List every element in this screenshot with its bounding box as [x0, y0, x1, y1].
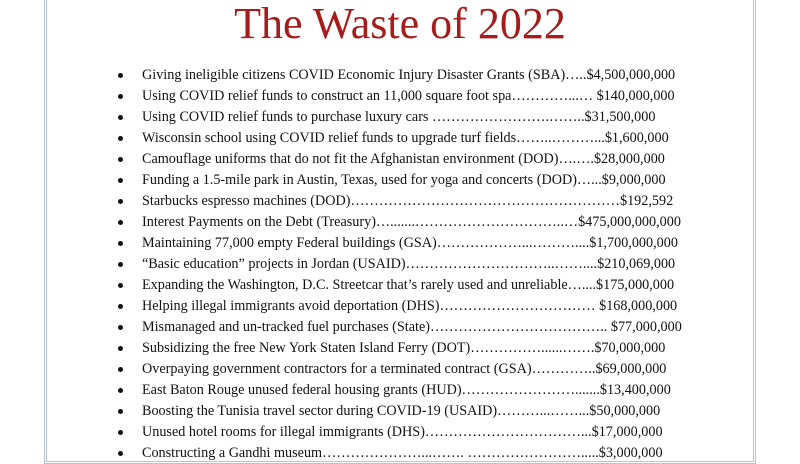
list-item	[118, 107, 718, 128]
bullet-icon	[118, 262, 123, 267]
bullet-icon	[118, 157, 123, 162]
list-item	[118, 422, 718, 443]
bullet-icon	[118, 136, 123, 141]
bullet-icon	[118, 199, 123, 204]
list-item	[118, 212, 718, 233]
list-item-text: Helping illegal immigrants avoid deportation (DHS)…………………………… $168,000,000	[142, 298, 678, 314]
list-item-text: Expanding the Washington, D.C. Streetcar that’s rarely used and unreliable…....$175,000,000	[142, 277, 675, 293]
list-item-text: “Basic education” projects in Jordan (USAID)…………………………..……....$210,069,000	[142, 256, 676, 272]
list-item	[118, 65, 718, 86]
list-item-text: Mismanaged and un-tracked fuel purchases (State)……………………………….. $77,000,000	[142, 319, 682, 335]
list-item	[118, 401, 718, 422]
bullet-icon	[118, 115, 123, 120]
list-item-text: Overpaying government contractors for a terminated contract (GSA)…………..$69,000,000	[142, 361, 667, 377]
bullet-icon	[118, 346, 123, 351]
list-item-text: Maintaining 77,000 empty Federal buildings (GSA)………………...………....$1,700,000,000	[142, 235, 678, 251]
bullet-icon	[118, 451, 123, 456]
list-item-text: Starbucks espresso machines (DOD)…………………………………………………$192,592	[142, 193, 674, 209]
list-item	[118, 86, 718, 107]
list-item	[118, 317, 718, 338]
list-item-text: East Baton Rouge unused federal housing grants (HUD)…………………….......$13,400,000	[142, 382, 671, 398]
list-item	[118, 149, 718, 170]
list-item	[118, 443, 718, 464]
list-item	[118, 128, 718, 149]
list-item-text: Constructing a Gandhi museum…………………...……. …………………….....$3,000,000	[142, 445, 663, 461]
list-item	[118, 170, 718, 191]
list-item	[118, 191, 718, 212]
bullet-icon	[118, 409, 123, 414]
bullet-icon	[118, 241, 123, 246]
bullet-icon	[118, 325, 123, 330]
bullet-icon	[118, 388, 123, 393]
list-item-text: Using COVID relief funds to construct an 11,000 square foot spa…………...… $140,000,000	[142, 88, 675, 104]
bullet-icon	[118, 178, 123, 183]
list-item	[118, 359, 718, 380]
list-item	[118, 296, 718, 317]
list-item-text: Boosting the Tunisia travel sector during COVID-19 (USAID)………...……...$50,000,000	[142, 403, 661, 419]
list-item-text: Using COVID relief funds to purchase luxury cars …………………….……..$31,500,000	[142, 109, 656, 125]
bullet-icon	[118, 283, 123, 288]
list-item-text: Unused hotel rooms for illegal immigrants (DHS)……………………………...$17,000,000	[142, 424, 663, 440]
list-item-text: Interest Payments on the Debt (Treasury)….......…………………………..…$475,000,000,000	[142, 214, 681, 230]
bullet-icon	[118, 367, 123, 372]
list-item	[118, 380, 718, 401]
list-item	[118, 233, 718, 254]
bullet-icon	[118, 220, 123, 225]
list-item	[118, 338, 718, 359]
list-item	[118, 254, 718, 275]
list-item-text: Funding a 1.5-mile park in Austin, Texas, used for yoga and concerts (DOD)…...$9,000,000	[142, 172, 666, 188]
bullet-icon	[118, 94, 123, 99]
list-item-text: Subsidizing the free New York Staten Island Ferry (DOT)……………......…….$70,000,000	[142, 340, 666, 356]
document-title: The Waste of 2022	[234, 0, 566, 48]
list-item	[118, 275, 718, 296]
list-item-text: Wisconsin school using COVID relief funds to upgrade turf fields……..………...$1,600,000	[142, 130, 669, 146]
bullet-icon	[118, 430, 123, 435]
list-item-text: Camouflage uniforms that do not fit the Afghanistan environment (DOD)….….$28,000,000	[142, 151, 665, 167]
list-item-text: Giving ineligible citizens COVID Economic Injury Disaster Grants (SBA)…..$4,500,000,000	[142, 67, 676, 83]
bullet-icon	[118, 304, 123, 309]
bullet-icon	[118, 73, 123, 78]
waste-list	[118, 65, 718, 464]
